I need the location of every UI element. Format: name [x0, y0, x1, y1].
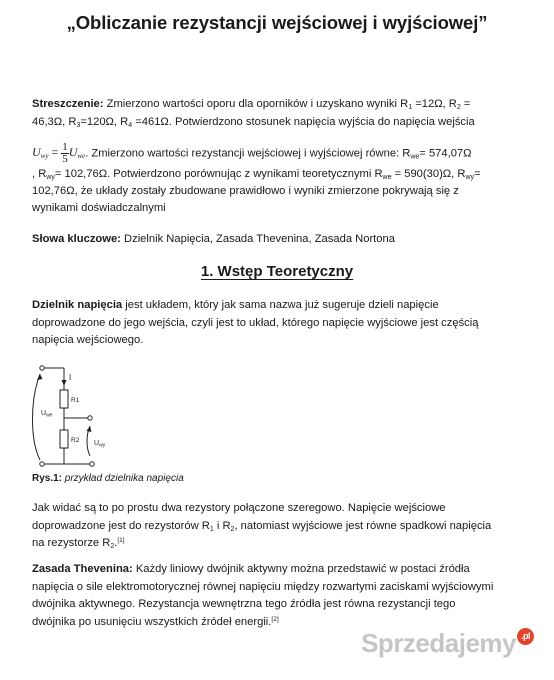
figure-caption: Rys.1: przykład dzielnika napięcia	[32, 473, 184, 484]
divider-paragraph: Dzielnik napięcia jest układem, który jak sama nazwa już sugeruje dzieli napięcie doprowadzone do jego wejścia, czyli jest to układ, którego napięcie wyjściowe jest częścią napięcia wejściowego.	[32, 299, 479, 346]
abstract-line-5: 102,76Ω, że układy zostały zbudowane prawidłowo i wyniki zmierzone pokrywają się z	[32, 185, 459, 197]
input-terminal-bottom	[40, 462, 44, 466]
voltage-divider-diagram	[28, 360, 118, 470]
watermark: Sprzedajemy .pl	[361, 628, 534, 659]
r1-label: R1	[71, 397, 80, 404]
citation-2: [2]	[271, 615, 279, 623]
fraction: $\frac{1}{5}$	[62, 141, 68, 165]
divider-term: Dzielnik napięcia	[32, 299, 123, 311]
watermark-badge: .pl	[517, 628, 534, 645]
abstract-line-2: 46,3Ω, $R_3=120\Omega$, $R_4 =461\Omega$. Potwierdzono stosunek napięcia wyjścia do napięcia wejścia	[32, 116, 475, 129]
uwe-arrow	[33, 374, 41, 460]
ratio-formula: $U_{wy}$ = $\frac{1}{5}U_{we}$	[32, 141, 86, 165]
keywords-line: Słowa kluczowe: Dzielnik Napięcia, Zasada Thevenina, Zasada Nortona	[32, 233, 395, 245]
input-terminal-top	[40, 366, 44, 370]
document-title: „Obliczanie rezystancji wejściowej i wyjściowej”	[66, 12, 488, 33]
resistor-r2	[60, 430, 68, 448]
abstract-label: Streszczenie:	[32, 98, 104, 110]
abstract-line-6: wynikami doświadczalnymi	[32, 202, 166, 214]
uwy-label: $U_{wy}$	[94, 440, 106, 449]
r2-label: R2	[71, 437, 80, 444]
thevenin-paragraph: Zasada Thevenina: Każdy liniowy dwójnik aktywny można przedstawić w postaci źródła napięcia o sile elektromotorycznej równej napięciu między rozwartymi zaciskami wyjściowymi dwójnika aktywnego. Rezystancja wewnętrzna tego źródła jest równa rezystancji tego dwójnika po usunięciu wszystkich źródeł energii.[2]	[32, 563, 494, 628]
output-terminal-bottom	[90, 462, 94, 466]
abstract-line-3: $U_{wy}$ = $\frac{1}{5}U_{we}$. Zmierzono wartości rezystancji wejściowej i wyjściowej równe: $R_{we}= 574,07\Omega$	[32, 141, 472, 165]
abstract-line-4: , $R_{wy}= 102,76\Omega$. Potwierdzono porównując z wynikami teoretycznymi $R_{we} = 590(30)\Omega$, $R_{wy}=$	[32, 168, 481, 181]
keywords-label: Słowa kluczowe:	[32, 233, 121, 245]
section-heading: 1. Wstęp Teoretyczny	[200, 263, 354, 280]
resistor-r1	[60, 390, 68, 408]
thevenin-term: Zasada Thevenina:	[32, 563, 133, 575]
citation-1: [1]	[117, 537, 125, 544]
uwe-label: $U_{we}$	[41, 410, 53, 419]
figure-label: Rys.1:	[32, 473, 63, 484]
series-paragraph: Jak widać są to po prostu dwa rezystory połączone szeregowo. Napięcie wejściowe doprowadzone jest do rezystorów $R_1$ i $R_2$, natomiast wyjściowe jest równe spadkowi napięcia na rezystorze $R_2.[1]$	[32, 502, 492, 550]
current-label: I	[69, 373, 72, 382]
abstract-line-1: Streszczenie: Zmierzono wartości oporu dla oporników i uzyskano wyniki $R_1 =12\Omega$, $R_2$ =	[32, 98, 471, 111]
output-terminal-top	[88, 416, 92, 420]
